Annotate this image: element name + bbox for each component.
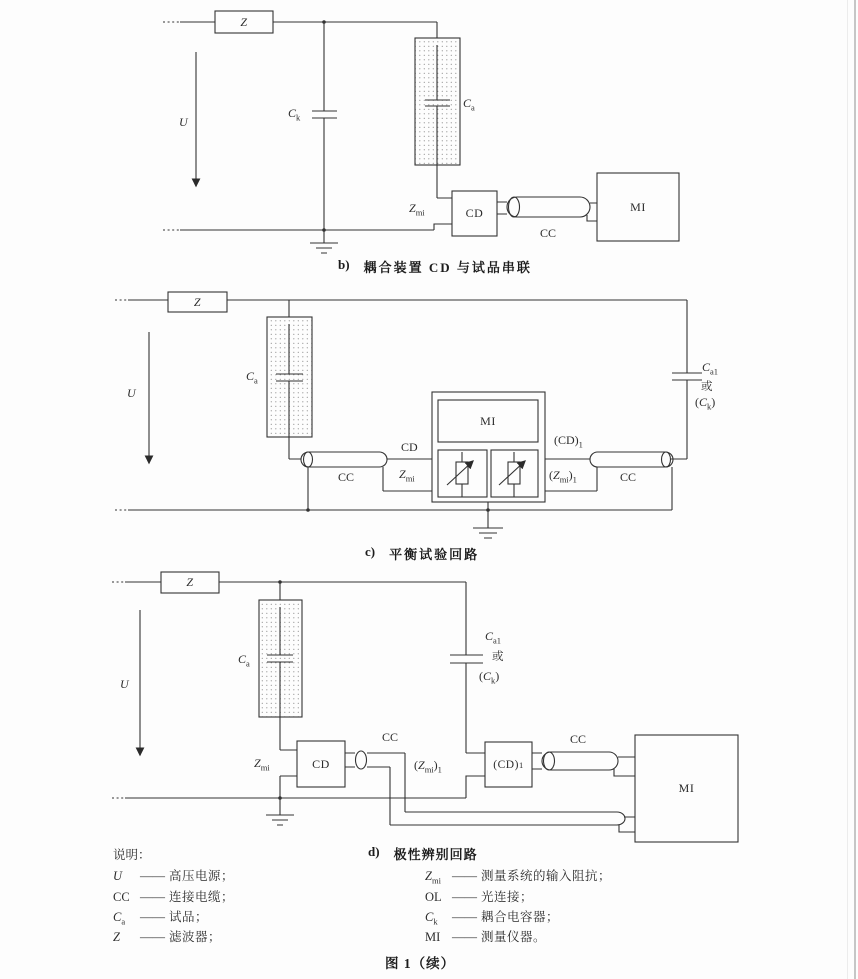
legend-sym-mi: MI [425,930,441,944]
legend-row-mi [425,927,546,945]
d-cd1-label: (CD) 1 [493,758,524,771]
legend-dash: —— [452,890,477,904]
b-cd-label: CD [465,206,484,220]
legend-dash: —— [452,930,477,944]
c-mi-label: MI [480,413,496,428]
legend-row-u [113,866,234,884]
legend-dash: —— [140,869,165,883]
d-cc2-label: CC [570,732,587,746]
diagram-c-circuit [115,292,702,538]
c-alt-capacitor [671,300,702,459]
figure-caption: 图 1（续） [385,956,456,971]
b-mi-label: MI [630,199,646,214]
page-edge-shade [847,0,848,979]
b-voltage-label: U [179,115,188,129]
legend-dash: —— [452,869,477,883]
legend-desc-u: 高压电源； [169,869,235,883]
caption-d-text: 极性辨别回路 [393,847,478,862]
legend-title: 说明： [113,848,151,862]
legend-desc-cc: 连接电缆； [169,890,235,904]
legend-desc-ol: 光连接； [481,890,534,904]
d-cable1-lines [367,753,405,825]
d-ca-label: $C_a$ [238,652,250,669]
caption-c [365,544,479,563]
c-ca1-label: $C_{a1}$ [702,360,719,377]
d-ck-alt-label: $(C_k)$ [479,669,500,686]
c-filter-label: Z [193,294,202,309]
c-cable-left [301,452,387,467]
b-zmi-label: $Z_{mi}$ [409,201,425,218]
legend-sym-u: U [113,869,123,883]
legend-desc-ck: 耦合电容器； [481,910,560,924]
legend-dash: —— [140,910,165,924]
legend-row-ca [113,907,208,927]
d-or-label: 或 [492,651,504,663]
legend-sym-ck: $C_k$ [425,910,438,927]
c-zmi1-label: $(Z_{mi})_1$ [549,468,577,485]
d-voltage-label: U [120,677,129,691]
b-ground-symbol [310,230,338,253]
legend-desc-z: 滤波器； [169,930,222,944]
caption-b [338,257,532,276]
legend-row-cc [113,887,234,905]
d-cc1-label: CC [382,730,399,744]
legend-desc-ca: 试品； [169,910,209,924]
c-cd-label: CD [401,440,418,454]
legend-sym-z: Z [113,930,120,944]
c-ground-symbol [473,502,503,538]
c-zmi-label: $Z_{mi}$ [399,467,415,484]
c-ck-alt-label: $(C_k)$ [695,395,716,412]
c-voltage-label: U [127,386,136,400]
caption-b-text: 耦合装置 CD 与试品串联 [363,260,532,275]
caption-c-prefix: c) [365,544,376,559]
b-coupling-capacitor [312,22,337,230]
caption-d-prefix: d) [368,844,380,859]
caption-c-text: 平衡试验回路 [389,547,480,562]
d-filter-label: Z [186,575,194,589]
d-ground-symbol [266,798,294,825]
b-ca-label: $C_a$ [463,96,475,113]
legend-sym-zmi: $Z_{mi}$ [425,869,441,886]
legend-dash: —— [140,890,165,904]
c-ca-label: $C_a$ [246,369,258,386]
legend-row-zmi [425,866,611,886]
page-edge-line [854,0,856,979]
c-or-label: 或 [701,381,713,393]
d-cd-label: CD [312,756,330,771]
d-zmi-label: $Z_{mi}$ [254,756,270,773]
c-cc-left-label: CC [338,470,355,484]
legend-dash: —— [452,910,477,924]
d-mi-label: MI [678,781,695,795]
caption-b-prefix: b) [338,257,350,272]
legend-sym-cc: CC [113,890,130,904]
c-cd1-label: $(CD)_1$ [554,433,583,450]
d-ca1-label: $C_{a1}$ [485,629,502,646]
legend-row-ck [425,907,559,927]
c-cable-right [590,452,673,467]
legend-sym-ca: $C_a$ [113,910,126,927]
legend-desc-zmi: 测量系统的输入阻抗； [481,869,612,883]
d-zmi1-label: $(Z_{mi})_1$ [414,758,442,775]
b-ck-label: $C_k$ [288,106,301,123]
c-cc-right-label: CC [620,470,637,484]
legend-desc-mi: 测量仪器。 [481,930,547,944]
b-filter-label: Z [240,14,248,29]
legend-dash: —— [140,930,165,944]
caption-d [368,844,478,863]
legend-sym-ol: OL [425,890,442,904]
legend-row-z [113,927,221,945]
b-cc-label: CC [540,226,557,240]
legend-row-ol [425,887,533,905]
